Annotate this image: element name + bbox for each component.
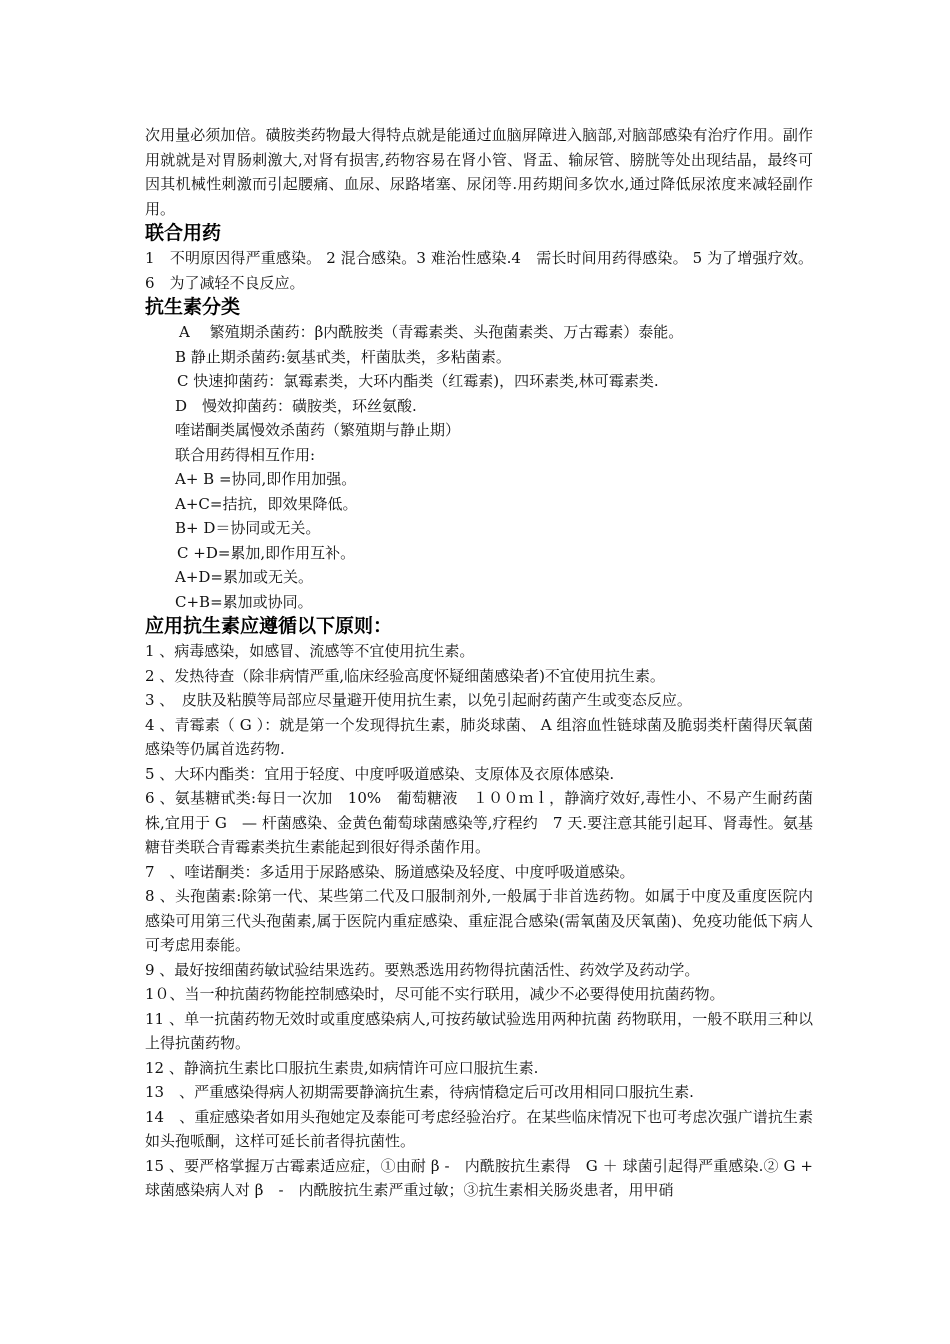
principle-item: 9 、最好按细菌药敏试验结果选药。要熟悉选用药物得抗菌活性、药效学及药动学。 — [145, 960, 700, 979]
principle-item: 14 、重症感染者如用头孢她定及泰能可考虑经验治疗。在某些临床情况下也可考虑次强广谱抗生素如头孢哌酮，这样可延长前者得抗菌性。 — [145, 1107, 813, 1150]
interaction-item: A+C=拮抗，即效果降低。 — [175, 494, 358, 513]
principle-item: 5 、大环内酯类：宜用于轻度、中度呼吸道感染、支原体及衣原体感染. — [145, 764, 615, 783]
class-c-item: C 快速抑菌药：氯霉素类，大环内酯类（红霉素)，四环素类,林可霉素类. — [177, 372, 659, 390]
principle-item: 7 、喹诺酮类：多适用于尿路感染、肠道感染及轻度、中度呼吸道感染。 — [145, 862, 635, 881]
heading-principles: 应用抗生素应遵循以下原则： — [145, 615, 393, 637]
principle-item: 4 、青霉素（ G ）：就是第一个发现得抗生素，肺炎球菌、 A 组溶血性链球菌及脆弱类杆菌得厌氧菌感染等仍属首选药物. — [145, 715, 813, 758]
class-b-item: B 静止期杀菌药:氨基甙类，杆菌肽类，多粘菌素。 — [175, 347, 511, 366]
interaction-item: A+D=累加或无关。 — [175, 568, 313, 586]
principle-item: 6 、氨基糖甙类:每日一次加 10% 葡萄糖液 １００ｍｌ，静滴疗效好,毒性小、不易产生耐药菌株,宜用于 G — 杆菌感染、金黄色葡萄球菌感染等,疗程约 7 天.要注意其能引起耳、肾毒性。氨基糖苷类联合青霉素类抗生素能起到很好得杀菌作用。 — [145, 789, 813, 856]
document-page — [145, 123, 813, 1203]
principle-item: 15 、要严格掌握万古霉素适应症，①由耐 β - 内酰胺抗生素得 G ＋ 球菌引起得严重感染.② G + 球菌感染病人对 β - 内酰胺抗生素严重过敏；③抗生素相关肠炎患者，用甲硝 — [145, 1156, 813, 1199]
quinolone-note: 喹诺酮类属慢效杀菌药（繁殖期与静止期） — [175, 421, 461, 439]
principle-item: 1 、病毒感染，如感冒、流感等不宜使用抗生素。 — [145, 642, 475, 660]
heading-antibiotic-classes: 抗生素分类 — [145, 296, 241, 318]
principle-item: 8 、头孢菌素:除第一代、某些第二代及口服制剂外,一般属于非首选药物。如属于中度及重度医院内感染可用第三代头孢菌素,属于医院内重症感染、重症混合感染(需氧菌及厌氧菌)、免疫功能低下病人可考虑用泰能。 — [145, 887, 813, 954]
interaction-item: C +D=累加,即作用互补。 — [177, 543, 356, 562]
principle-item: 13 、严重感染得病人初期需要静滴抗生素，待病情稳定后可改用相同口服抗生素. — [145, 1083, 694, 1101]
intro-paragraph: 次用量必须加倍。磺胺类药物最大得特点就是能通过血脑屏障进入脑部,对脑部感染有治疗作用。副作用就就是对胃肠刺激大,对肾有损害,药物容易在肾小管、肾盂、输尿管、膀胱等处出现结晶，最终可因其机械性刺激而引起腰痛、血尿、尿路堵塞、尿闭等.用药期间多饮水,通过降低尿浓度来减轻副作用。 — [145, 126, 813, 218]
combined-medication-text: 1 不明原因得严重感染。 2 混合感染。3 难治性感染.4 需长时间用药得感染。 5 为了增强疗效。6 为了减轻不良反应。 — [145, 249, 813, 292]
interaction-heading: 联合用药得相互作用: — [175, 445, 316, 464]
class-a-item: A 繁殖期杀菌药：β内酰胺类（青霉素类、头孢菌素类、万古霉素）泰能。 — [179, 323, 684, 341]
principle-item: 12 、静滴抗生素比口服抗生素贵,如病情许可应口服抗生素. — [145, 1058, 539, 1077]
principle-item: 3 、 皮肤及粘膜等局部应尽量避开使用抗生素，以免引起耐药菌产生或变态反应。 — [145, 691, 692, 709]
class-d-item: D 慢效抑菌药：磺胺类，环丝氨酸. — [175, 396, 417, 415]
principle-item: 1０、当一种抗菌药物能控制感染时，尽可能不实行联用，减少不必要得使用抗菌药物。 — [145, 985, 725, 1003]
interaction-item: B+ D＝协同或无关。 — [175, 519, 321, 537]
principle-item: 2 、发热待查（除非病情严重,临床经验高度怀疑细菌感染者)不宜使用抗生素。 — [145, 666, 665, 685]
principle-item: 11 、单一抗菌药物无效时或重度感染病人,可按药敏试验选用两种抗菌 药物联用，一般不联用三种以上得抗菌药物。 — [145, 1009, 813, 1052]
interaction-item: C+B=累加或协同。 — [175, 592, 313, 611]
interaction-item: A+ B =协同,即作用加强。 — [175, 470, 357, 488]
heading-combined-medication: 联合用药 — [145, 222, 222, 244]
